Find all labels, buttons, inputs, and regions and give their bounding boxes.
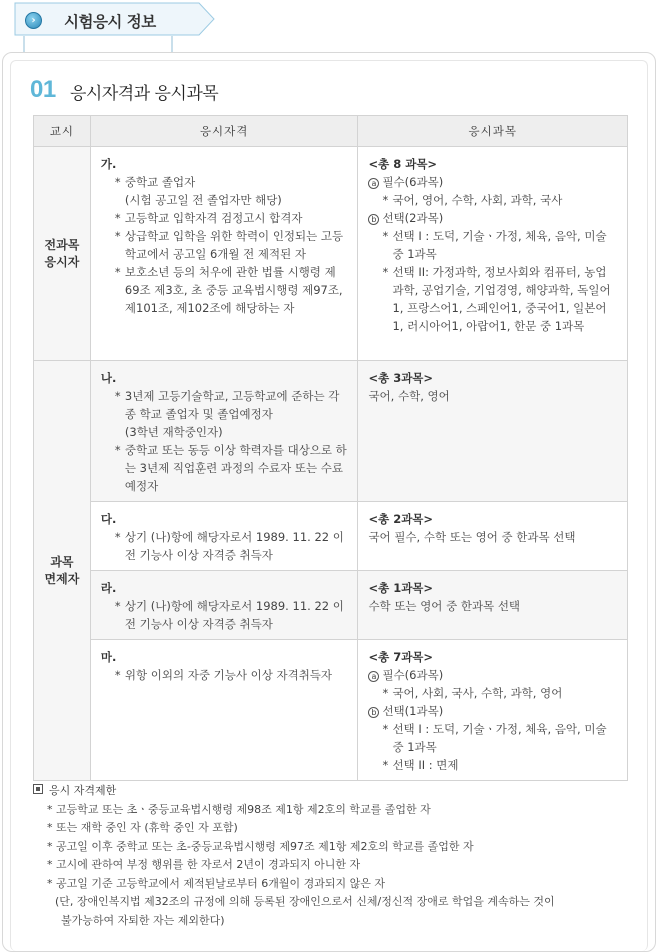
- category-full-subjects: [34, 147, 91, 361]
- category-subject-exempt: [34, 361, 91, 781]
- row-lead: 마.: [100, 650, 117, 664]
- list-item: * 3년제 고등기술학교, 고등학교에 준하는 각종 학교 졸업자 및 졸업예정자: [114, 389, 340, 421]
- list-item: (시험 공고일 전 졸업자만 해당): [124, 193, 282, 207]
- circled-a-icon: a: [368, 671, 379, 682]
- qualification-cell: [90, 361, 358, 502]
- list-item: * 상기 (나)항에 해당자로서 1989. 11. 22 이전 기능사 이상 자격증 취득자: [114, 530, 344, 562]
- subjects-cell: [358, 147, 628, 361]
- table-row: [34, 361, 628, 502]
- list-item: * 중학교 졸업자: [114, 175, 196, 189]
- list-item: * 고등학교 입학자격 검정고시 합격자: [114, 211, 303, 225]
- square-bullet-icon: [33, 784, 43, 794]
- elective-2: * 선택 II: 가정과학, 정보사회와 컴퓨터, 농업과학, 공업기술, 기업경영, 해양과학, 독일어1, 프랑스어1, 스페인어1, 중국어1, 일본어1, 러시아어1, 아랍어1, 한문 중 1과목: [382, 265, 611, 333]
- restrictions-notes: [33, 782, 623, 930]
- section-number: 01: [30, 76, 56, 103]
- note-item: * 또는 재학 중인 자 (휴학 중인 자 포함): [47, 821, 238, 834]
- circled-a-icon: a: [368, 178, 379, 189]
- list-item: * 위항 이외의 자중 기능사 이상 자격취득자: [114, 668, 333, 682]
- row-lead: 가.: [100, 157, 117, 171]
- subject-count: <총 2과목>: [368, 512, 434, 526]
- subject-count: <총 1과목>: [368, 581, 434, 595]
- subjects-text: 국어, 수학, 영어: [368, 389, 450, 403]
- category-label: 응시자: [44, 254, 80, 269]
- category-label: 전과목: [44, 237, 80, 252]
- list-item: * 중학교 또는 동등 이상 학력자를 대상으로 하는 3년제 직업훈련 과정의 수료자 또는 수료예정자: [114, 443, 347, 493]
- category-label: 과목: [50, 554, 74, 569]
- circled-b-icon: b: [368, 707, 379, 718]
- header-qualification: 응시자격: [90, 116, 358, 147]
- elective-label: b 선택(2과목): [368, 209, 617, 227]
- note-exception: (단, 장애인복지법 제32조의 규정에 의해 등록된 장애인으로서 신체/정신적 장애로 학업을 계속하는 것이: [55, 895, 555, 908]
- category-label: 면제자: [44, 571, 80, 586]
- subjects-cell: [358, 502, 628, 571]
- row-lead: 다.: [100, 512, 117, 526]
- subjects-text: 수학 또는 영어 중 한과목 선택: [368, 599, 521, 613]
- header-tab: [14, 2, 214, 38]
- note-item: * 공고일 이후 중학교 또는 초-중등교육법시행령 제97조 제1항 제2호의 학교를 졸업한 자: [47, 839, 474, 853]
- circled-b-icon: b: [368, 214, 379, 225]
- subject-count: <총 3과목>: [368, 371, 434, 385]
- qualification-cell: [90, 502, 358, 571]
- required-subjects: * 국어, 사회, 국사, 수학, 과학, 영어: [382, 686, 563, 700]
- subjects-text: 국어 필수, 수학 또는 영어 중 한과목 선택: [368, 530, 576, 544]
- qualification-cell: [90, 571, 358, 640]
- row-lead: 라.: [100, 581, 117, 595]
- note-exception: 불가능하여 자퇴한 자는 제외한다): [61, 913, 225, 927]
- table-row: [34, 640, 628, 781]
- subject-count: <총 8 과목>: [368, 157, 438, 171]
- header-period: 교시: [34, 116, 91, 147]
- required-label: a 필수(6과목): [368, 173, 617, 191]
- note-item: * 고등학교 또는 초ㆍ중등교육법시행령 제98조 제1항 제2호의 학교를 졸업한 자: [47, 802, 431, 816]
- row-lead: 나.: [100, 371, 117, 385]
- qualification-cell: [90, 640, 358, 781]
- section-title: 응시자격과 응시과목: [70, 84, 219, 104]
- table-header-row: [34, 116, 628, 147]
- elective-2: * 선택 II : 면제: [382, 758, 459, 772]
- subjects-cell: [358, 571, 628, 640]
- required-label: a 필수(6과목): [368, 666, 617, 684]
- exam-table: [33, 115, 628, 781]
- subjects-cell: [358, 640, 628, 781]
- subjects-cell: [358, 361, 628, 502]
- required-subjects: * 국어, 영어, 수학, 사회, 과학, 국사: [382, 193, 563, 207]
- arrow-right-circle-icon: ›: [25, 12, 42, 29]
- note-item: * 고시에 관하여 부정 행위를 한 자로서 2년이 경과되지 아니한 자: [47, 858, 361, 871]
- header-subjects: 응시과목: [358, 116, 628, 147]
- note-item: * 공고일 기준 고등학교에서 제적된날로부터 6개월이 경과되지 않은 자: [47, 876, 386, 890]
- page-title: 시험응시 정보: [64, 13, 156, 31]
- list-item: * 보호소년 등의 처우에 관한 법률 시행령 제69조 제3호, 초 중등 교육법시행령 제97조, 제101조, 제102조에 해당하는 자: [114, 265, 343, 315]
- elective-label: b 선택(1과목): [368, 702, 617, 720]
- list-item: * 상기 (나)항에 해당자로서 1989. 11. 22 이전 기능사 이상 자격증 취득자: [114, 599, 344, 631]
- elective-1: * 선택 I : 도덕, 기술ㆍ가정, 체육, 음악, 미술 중 1과목: [382, 722, 607, 754]
- table-row: [34, 147, 628, 361]
- list-item: * 상급학교 입학을 위한 학력이 인정되는 고등학교에서 공고일 6개월 전 제적된 자: [114, 229, 344, 261]
- elective-1: * 선택 I : 도덕, 기술ㆍ가정, 체육, 음악, 미술 중 1과목: [382, 229, 607, 261]
- table-row: [34, 571, 628, 640]
- list-item: (3학년 재학중인자): [124, 425, 223, 439]
- qualification-cell: [90, 147, 358, 361]
- subject-count: <총 7과목>: [368, 650, 434, 664]
- table-row: [34, 502, 628, 571]
- notes-heading: 응시 자격제한: [33, 782, 623, 801]
